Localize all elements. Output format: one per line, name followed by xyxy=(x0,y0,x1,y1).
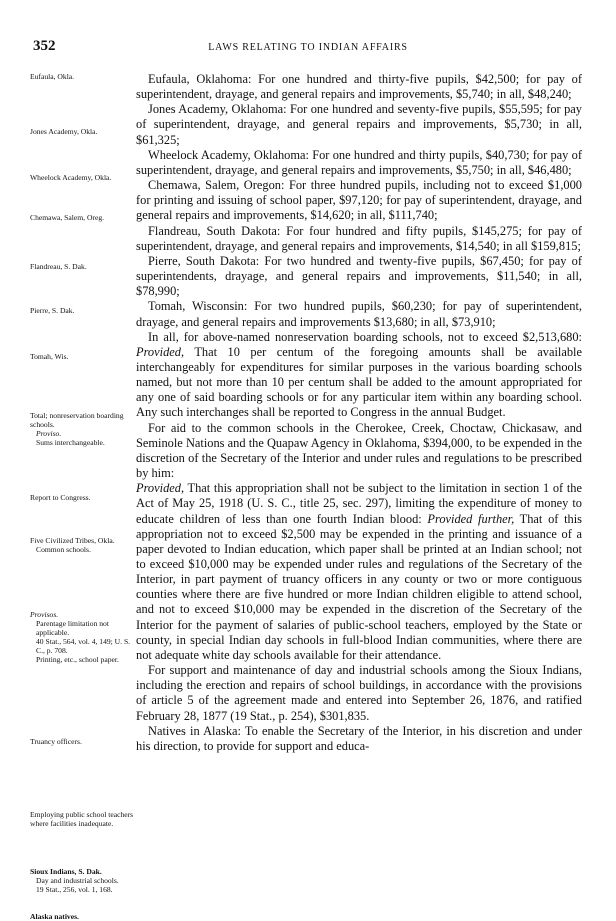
margin-note-total: Total; nonreservation boarding schools. Proviso. Sums interchangeable. xyxy=(30,411,124,447)
paragraph-tomah: Tomah, Wisconsin: For two hundred pupils, $60,230; for pay of superintendent, drayage, and general repairs and improvements $13,680; in all, $73,910; xyxy=(136,299,582,329)
margin-note-wheelock: Wheelock Academy, Okla. xyxy=(30,173,112,182)
margin-note-jones: Jones Academy, Okla. xyxy=(30,127,98,136)
margin-note-eufaula: Eufaula, Okla. xyxy=(30,72,75,81)
margin-note-report: Report to Congress. xyxy=(30,493,91,502)
margin-note-tomah: Tomah, Wis. xyxy=(30,352,69,361)
margin-note-flandreau: Flandreau, S. Dak. xyxy=(30,262,87,271)
running-head: LAWS RELATING TO INDIAN AFFAIRS xyxy=(208,42,408,53)
page-number: 352 xyxy=(33,38,56,54)
paragraph-eufaula: Eufaula, Oklahoma: For one hundred and thirty-five pupils, $42,500; for pay of superintendent, drayage, and general repairs and improvements, $5,740; in all, $48,240; xyxy=(136,72,582,102)
margin-note-pierre: Pierre, S. Dak. xyxy=(30,306,75,315)
body-text xyxy=(136,72,582,754)
paragraph-provisos: Provided, That this appropriation shall not be subject to the limitation in section 1 of the Act of May 25, 1918 (U. S. C., title 25, sec. 297), limiting the expenditure of money to educate children of less than one fourth Indian blood: Provided further, That of this appropriation not to exceed $2,500 may be expended in the printing and issuance of a paper devoted to Indian education, which paper shall be printed at an Indian school; not to exceed $10,000 may be expended under rules and regulations of the Secretary of the Interior, in part payment of truancy officers in any county or two or more contiguous counties where there are five hundred or more Indian children eligible to attend school, and not to exceed $10,000 may be expended in the discretion of the Secretary of the Interior for the payment of salaries of public-school teachers, employed by the State or county, in special Indian day schools in full-blood Indian communities, where there are not adequate white day schools available for their attendance. xyxy=(136,481,582,662)
page-header xyxy=(0,38,616,58)
margin-note-sioux: Sioux Indians, S. Dak. Day and industrial schools. 19 Stat., 256, vol. 1, 168. xyxy=(30,867,119,894)
paragraph-total: In all, for above-named nonreservation boarding schools, not to exceed $2,513,680: Provided, That 10 per centum of the foregoing amounts shall be available interchangeably for expenditures for similar purposes in the various boarding schools named, but not more than 10 per centum shall be added to the amount appropriated for any one of said boarding schools or for any particular item within any boarding school. Any such interchanges shall be reported to Congress in the annual Budget. xyxy=(136,329,582,420)
paragraph-sioux: For support and maintenance of day and industrial schools among the Sioux Indians, including the erection and repairs of school buildings, in accordance with the provisions of article 5 of the agreement made and entered into September 26, 1876, and ratified February 28, 1877 (19 Stat., p. 254), $301,835. xyxy=(136,663,582,723)
paragraph-jones: Jones Academy, Oklahoma: For one hundred and seventy-five pupils, $55,595; for pay of superintendent, drayage, and general repairs and improvements, $5,730; in all, $61,325; xyxy=(136,102,582,147)
margin-note-provisos: Provisos. Parentage limitation not applicable. 40 Stat., 564, vol. 4, 149; U. S. C., p. 708. Printing, etc., school paper. xyxy=(30,610,131,664)
paragraph-pierre: Pierre, South Dakota: For two hundred and twenty-five pupils, $67,450; for pay of superintendents, drayage, and general repairs and improvements, $11,540; in all, $78,990; xyxy=(136,253,582,299)
margin-note-five-tribes: Five Civilized Tribes, Okla. Common schools. xyxy=(30,536,115,554)
paragraph-chemawa: Chemawa, Salem, Oregon: For three hundred pupils, including not to exceed $1,000 for printing and issuing of school paper, $97,120; for pay of superintendent, drayage, and general repairs and improvements, $14,620; in all, $111,740; xyxy=(136,178,582,223)
margin-note-employing: Employing public school teachers where facilities inadequate. xyxy=(30,810,134,828)
margin-notes xyxy=(30,72,135,921)
paragraph-five-tribes: For aid to the common schools in the Cherokee, Creek, Choctaw, Chickasaw, and Seminole Nations and the Quapaw Agency in Oklahoma, $394,000, to be expended in the discretion of the Secretary of the Interior and under rules and regulations to be prescribed by him: xyxy=(136,420,582,481)
paragraph-wheelock: Wheelock Academy, Oklahoma: For one hundred and thirty pupils, $40,730; for pay of superintendent, drayage, and general repairs and improvements, $5,750; in all, $46,480; xyxy=(136,147,582,177)
margin-note-truancy: Truancy officers. xyxy=(30,737,82,746)
margin-note-alaska: Alaska natives. xyxy=(30,912,79,921)
margin-note-chemawa: Chemawa, Salem, Oreg. xyxy=(30,213,105,222)
paragraph-flandreau: Flandreau, South Dakota: For four hundred and fifty pupils, $145,275; for pay of superintendent, drayage, and general repairs and improvements, $14,540; in all $159,815; xyxy=(136,223,582,253)
paragraph-alaska: Natives in Alaska: To enable the Secretary of the Interior, in his discretion and under his direction, to provide for support and educa- xyxy=(136,723,582,753)
